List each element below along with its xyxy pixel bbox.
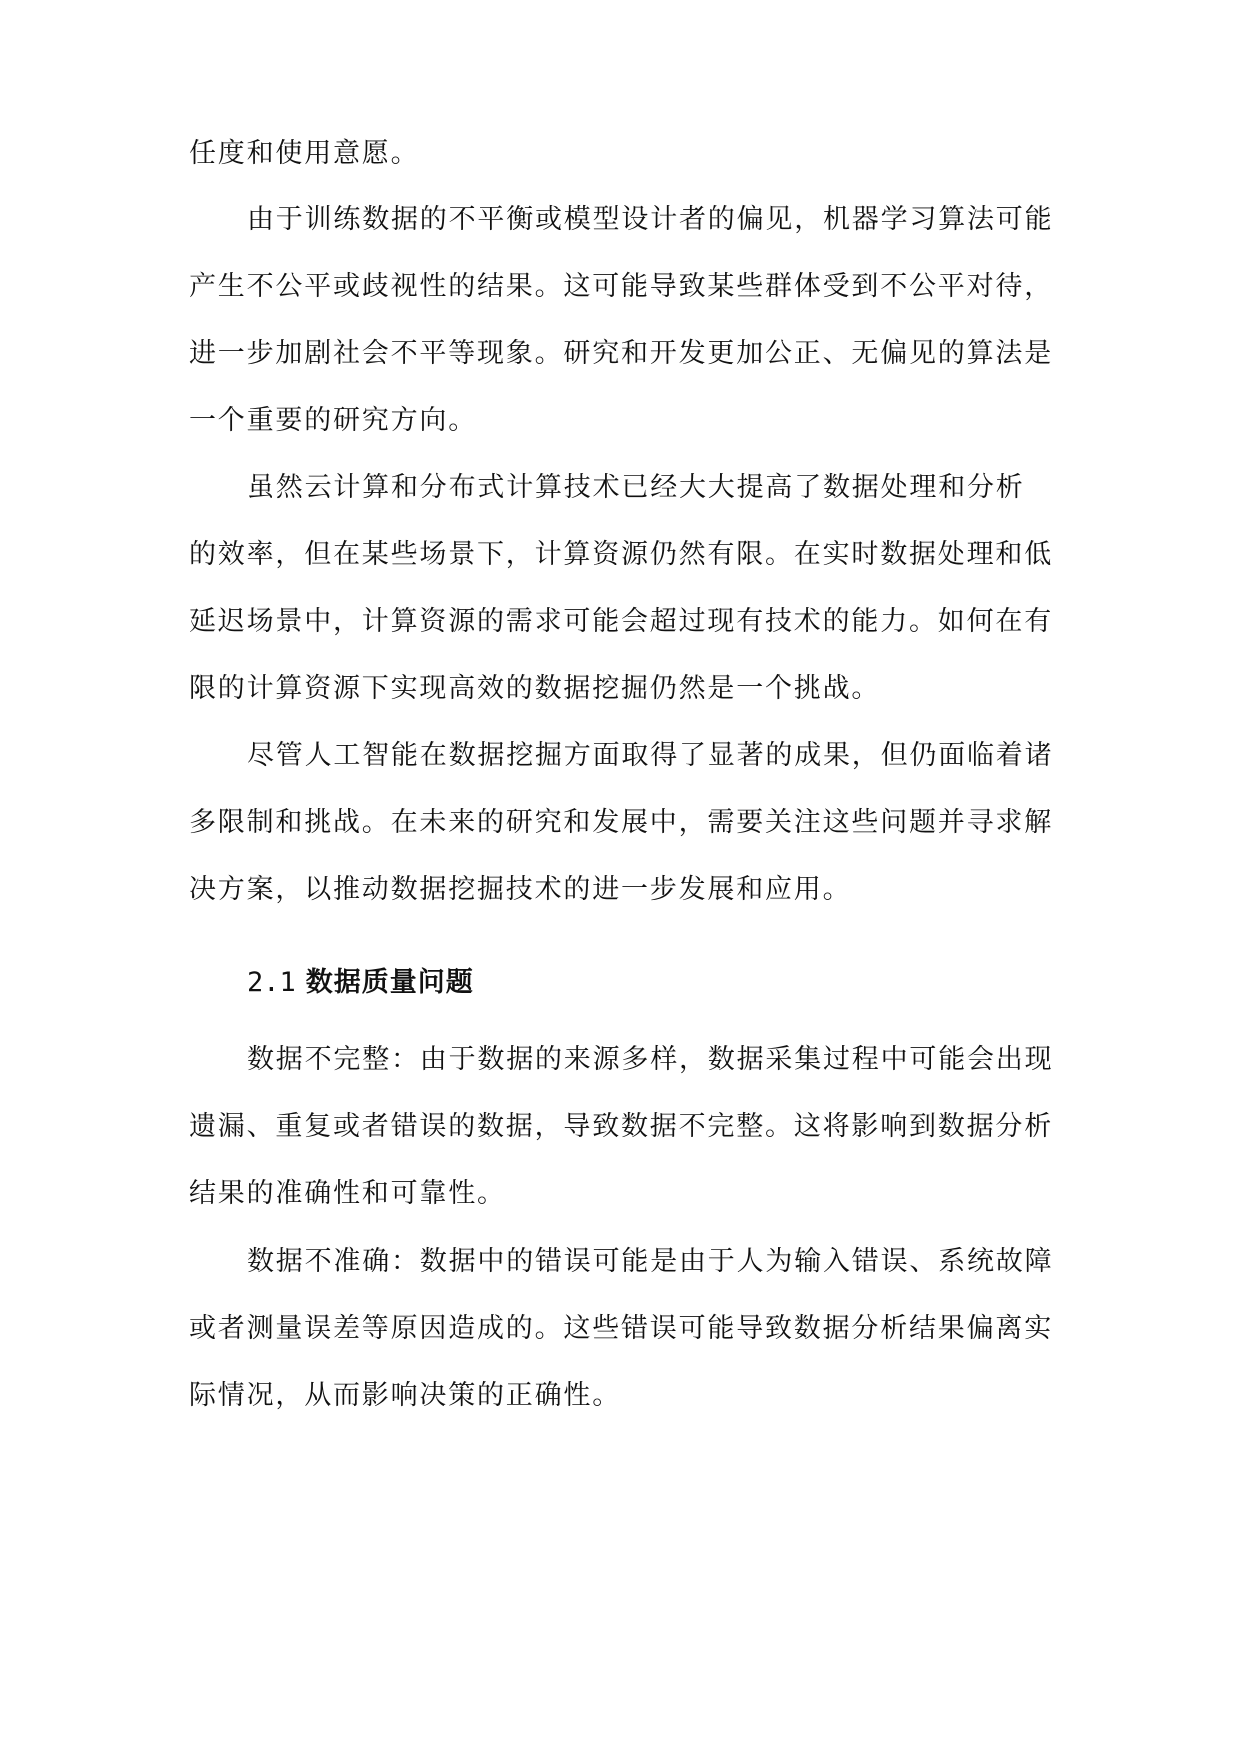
paragraph-line: 的效率，但在某些场景下，计算资源仍然有限。在实时数据处理和低 bbox=[189, 539, 1053, 570]
paragraph-line: 产生不公平或歧视性的结果。这可能导致某些群体受到不公平对待， bbox=[189, 271, 1053, 302]
paragraph-line: 进一步加剧社会不平等现象。研究和开发更加公正、无偏见的算法是 bbox=[189, 338, 1053, 369]
paragraph-line: 延迟场景中，计算资源的需求可能会超过现有技术的能力。如何在有 bbox=[189, 606, 1053, 637]
paragraph-line: 尽管人工智能在数据挖掘方面取得了显著的成果，但仍面临着诸 bbox=[247, 740, 1054, 771]
section-title: 数据质量问题 bbox=[305, 967, 474, 998]
paragraph-line: 结果的准确性和可靠性。 bbox=[189, 1178, 506, 1209]
paragraph-line: 虽然云计算和分布式计算技术已经大大提高了数据处理和分析 bbox=[247, 472, 1025, 503]
paragraph-line: 数据不准确：数据中的错误可能是由于人为输入错误、系统故障 bbox=[247, 1246, 1054, 1277]
paragraph-line: 决方案，以推动数据挖掘技术的进一步发展和应用。 bbox=[189, 874, 852, 905]
paragraph-line: 限的计算资源下实现高效的数据挖掘仍然是一个挑战。 bbox=[189, 673, 881, 704]
paragraph-line: 任度和使用意愿。 bbox=[189, 138, 420, 169]
section-heading bbox=[247, 963, 474, 1003]
paragraph-line: 遗漏、重复或者错误的数据，导致数据不完整。这将影响到数据分析 bbox=[189, 1111, 1053, 1142]
paragraph-line: 一个重要的研究方向。 bbox=[189, 405, 477, 436]
section-number: 2.1 bbox=[247, 967, 296, 998]
paragraph-line: 多限制和挑战。在未来的研究和发展中，需要关注这些问题并寻求解 bbox=[189, 807, 1053, 838]
paragraph-line: 由于训练数据的不平衡或模型设计者的偏见，机器学习算法可能 bbox=[247, 204, 1054, 235]
paragraph-line: 或者测量误差等原因造成的。这些错误可能导致数据分析结果偏离实 bbox=[189, 1313, 1053, 1344]
paragraph-line: 际情况，从而影响决策的正确性。 bbox=[189, 1380, 621, 1411]
paragraph-line: 数据不完整：由于数据的来源多样，数据采集过程中可能会出现 bbox=[247, 1044, 1054, 1075]
